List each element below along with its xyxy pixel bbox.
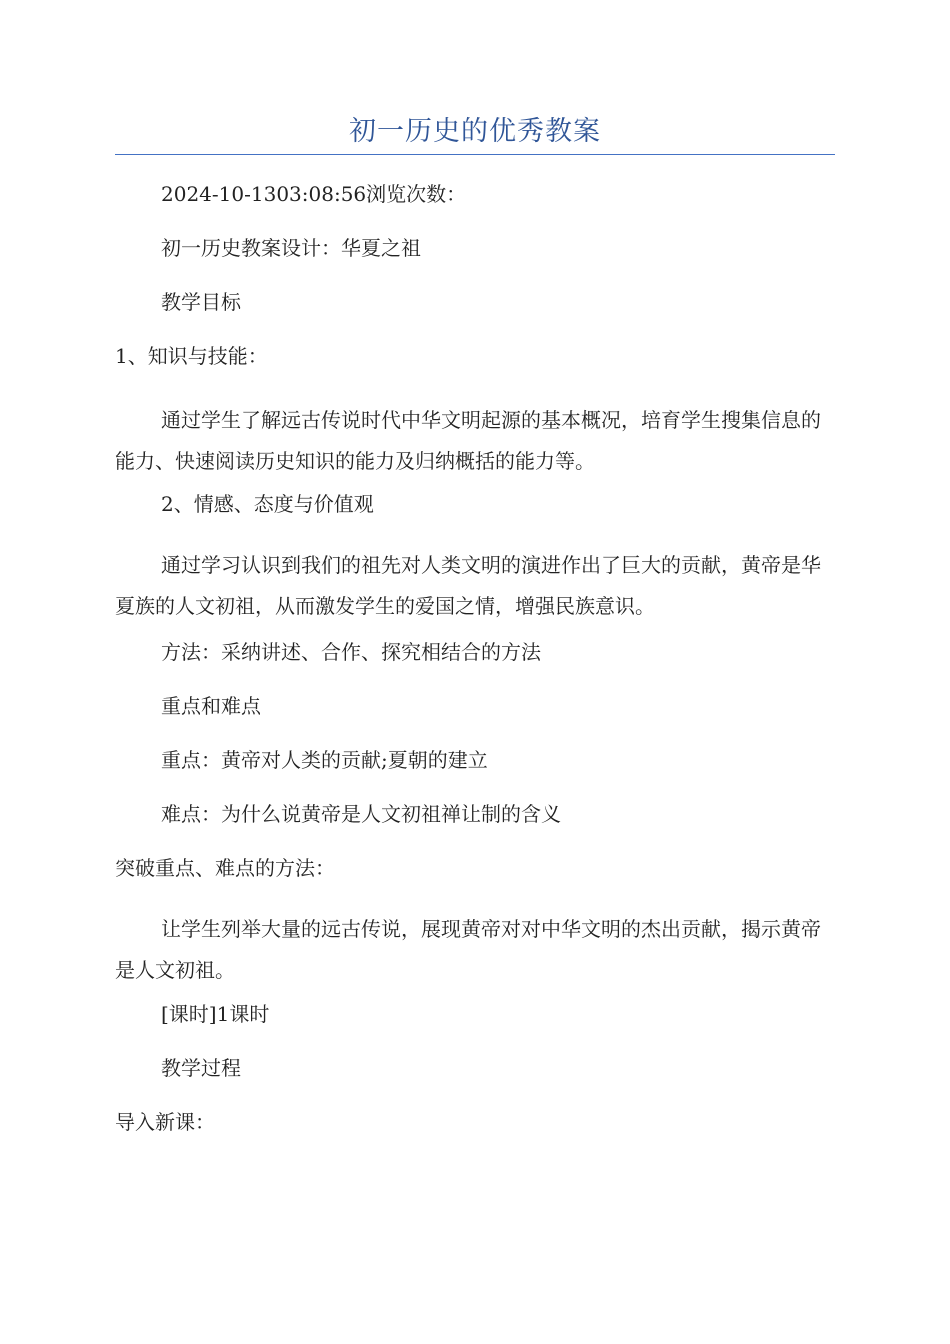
intro-new-lesson-heading: 导入新课： <box>115 1110 215 1134</box>
lesson-design-title: 初一历史教案设计：华夏之祖 <box>161 236 421 260</box>
difficult-point-line: 难点：为什么说黄帝是人文初祖禅让制的含义 <box>161 802 561 826</box>
paragraph-knowledge-detail: 通过学生了解远古传说时代中华文明起源的基本概况，培育学生搜集信息的能力、快速阅读历史知识的能力及归纳概括的能力等。 <box>115 408 821 473</box>
key-point-line: 重点：黄帝对人类的贡献;夏朝的建立 <box>161 748 488 772</box>
paragraph-emotion-detail: 通过学习认识到我们的祖先对人类文明的演进作出了巨大的贡献，黄帝是华夏族的人文初祖，从而激发学生的爱国之情，增强民族意识。 <box>115 553 821 618</box>
breakthrough-method-heading: 突破重点、难点的方法： <box>115 856 335 880</box>
date-views-line: 2024-10-1303:08:56浏览次数： <box>161 182 467 206</box>
document-title: 初一历史的优秀教案 <box>349 116 601 147</box>
section-heading-key-difficult: 重点和难点 <box>161 694 261 718</box>
section-heading-process: 教学过程 <box>161 1056 241 1080</box>
class-hours-line: [课时]1课时 <box>161 1002 270 1026</box>
section-heading-objectives: 教学目标 <box>161 290 241 314</box>
method-line: 方法：采纳讲述、合作、探究相结合的方法 <box>161 640 541 664</box>
objective-knowledge-skills: 1、知识与技能： <box>115 344 268 368</box>
objective-emotion-values: 2、情感、态度与价值观 <box>161 492 374 516</box>
title-underline <box>115 154 835 155</box>
paragraph-breakthrough-detail: 让学生列举大量的远古传说，展现黄帝对对中华文明的杰出贡献，揭示黄帝是人文初祖。 <box>115 917 821 982</box>
